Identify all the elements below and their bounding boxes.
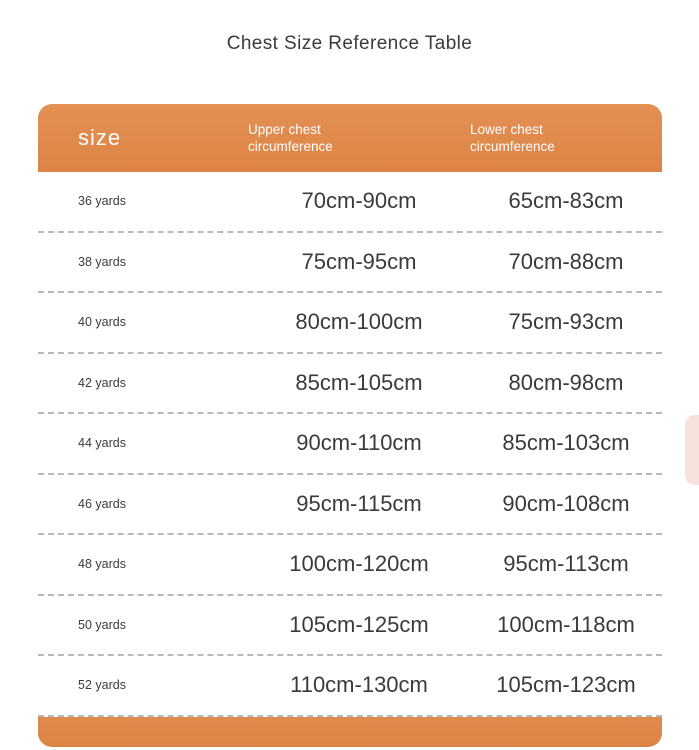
cell-lower-chest: 80cm-98cm bbox=[508, 369, 624, 395]
cell-upper-chest: 95cm-115cm bbox=[296, 490, 422, 516]
lower-chest-line2: circumference bbox=[470, 139, 555, 154]
table-row bbox=[38, 172, 662, 233]
upper-chest-line1: Upper chest bbox=[248, 122, 321, 137]
table-row bbox=[38, 535, 662, 596]
cell-lower-chest: 75cm-93cm bbox=[508, 309, 624, 335]
cell-lower-chest: 70cm-88cm bbox=[508, 248, 624, 274]
cell-size bbox=[38, 618, 248, 632]
upper-chest-line2: circumference bbox=[248, 139, 333, 154]
cell-upper-chest: 85cm-105cm bbox=[295, 369, 423, 395]
cell-upper-chest: 100cm-120cm bbox=[289, 551, 429, 577]
table-row bbox=[38, 293, 662, 354]
cell-upper-chest: 105cm-125cm bbox=[289, 611, 429, 637]
cell-upper-chest: 75cm-95cm bbox=[301, 248, 417, 274]
cell-size bbox=[38, 497, 248, 511]
table-header-row bbox=[38, 104, 662, 172]
cell-lower-chest: 90cm-108cm bbox=[502, 490, 630, 516]
cell-size bbox=[38, 376, 248, 390]
table-row bbox=[38, 233, 662, 294]
table-header-lower-chest bbox=[470, 121, 662, 155]
cell-lower-chest: 95cm-113cm bbox=[503, 551, 629, 577]
cell-size-value: 36 yards bbox=[78, 194, 126, 209]
cell-size bbox=[38, 678, 248, 692]
cell-lower-chest: 85cm-103cm bbox=[502, 430, 630, 456]
table-row bbox=[38, 596, 662, 657]
table-body bbox=[38, 172, 662, 717]
cell-size-value: 44 yards bbox=[78, 436, 126, 451]
table-row bbox=[38, 414, 662, 475]
table-header-lower-chest-label bbox=[470, 122, 662, 155]
table-header-upper-chest bbox=[248, 121, 470, 155]
table-row bbox=[38, 656, 662, 717]
cell-size-value: 38 yards bbox=[78, 254, 126, 269]
size-reference-table bbox=[38, 104, 662, 747]
table-header-upper-chest-label bbox=[248, 122, 470, 155]
cell-lower-chest: 100cm-118cm bbox=[497, 611, 635, 637]
cell-size-value: 42 yards bbox=[78, 375, 126, 390]
cell-upper-chest: 70cm-90cm bbox=[301, 188, 417, 214]
cell-size bbox=[38, 436, 248, 450]
decorative-blush bbox=[685, 415, 699, 485]
cell-size-value: 40 yards bbox=[78, 315, 126, 330]
cell-size-value: 52 yards bbox=[78, 678, 126, 693]
cell-size bbox=[38, 557, 248, 571]
cell-lower-chest: 105cm-123cm bbox=[496, 672, 636, 698]
cell-upper-chest: 110cm-130cm bbox=[290, 672, 428, 698]
lower-chest-line1: Lower chest bbox=[470, 122, 543, 137]
cell-size-value: 50 yards bbox=[78, 617, 126, 632]
cell-upper-chest: 80cm-100cm bbox=[295, 309, 423, 335]
cell-lower-chest: 65cm-83cm bbox=[508, 188, 624, 214]
cell-size bbox=[38, 194, 248, 208]
table-footer-bar bbox=[38, 717, 662, 747]
cell-size-value: 48 yards bbox=[78, 557, 126, 572]
table-header-size-label: size bbox=[78, 125, 122, 150]
table-header-size bbox=[38, 125, 248, 151]
table-row bbox=[38, 475, 662, 536]
table-row bbox=[38, 354, 662, 415]
cell-size bbox=[38, 255, 248, 269]
page-title: Chest Size Reference Table bbox=[226, 33, 473, 54]
cell-upper-chest: 90cm-110cm bbox=[296, 430, 422, 456]
cell-size bbox=[38, 315, 248, 329]
cell-size-value: 46 yards bbox=[78, 496, 126, 511]
